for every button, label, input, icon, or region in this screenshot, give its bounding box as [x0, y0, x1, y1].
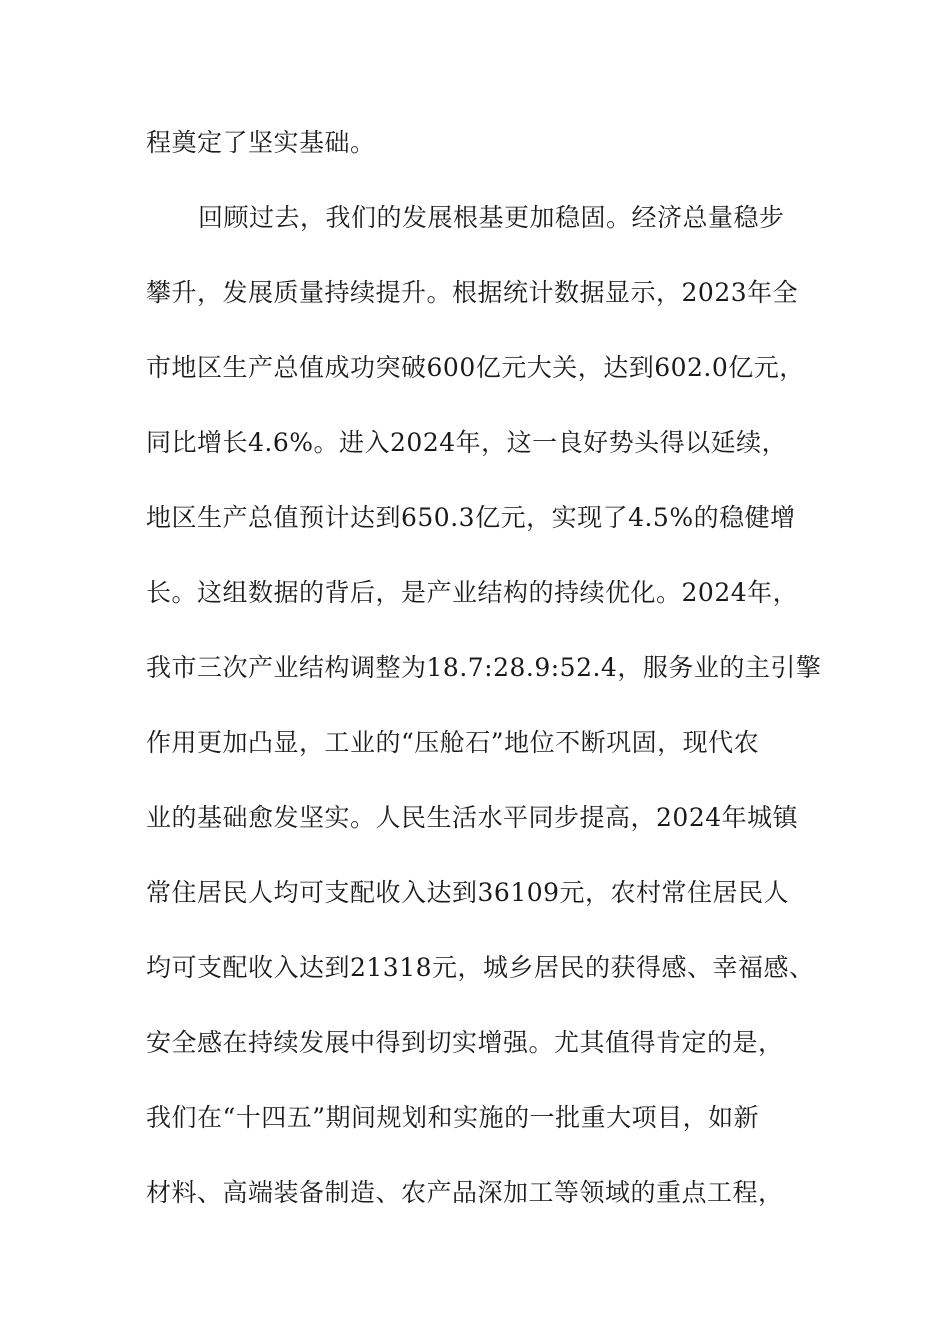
- text-line: 程奠定了坚实基础。: [146, 128, 376, 157]
- text-line: 地区生产总值预计达到650.3亿元，实现了4.5%的稳健增: [146, 503, 796, 532]
- text-line: 同比增长4.6%。进入2024年，这一良好势头得以延续，: [146, 428, 788, 457]
- text-line: 材料、高端装备制造、农产品深加工等领域的重点工程，: [146, 1178, 784, 1207]
- text-line: 我市三次产业结构调整为18.7:28.9:52.4，服务业的主引擎: [146, 653, 822, 682]
- text-line: 长。这组数据的背后，是产业结构的持续优化。2024年，: [146, 578, 799, 607]
- text-line: 业的基础愈发坚实。人民生活水平同步提高，2024年城镇: [146, 803, 799, 832]
- paragraph-first-line: 回顾过去，我们的发展根基更加稳固。经济总量稳步: [198, 203, 785, 232]
- text-line: 攀升，发展质量持续提升。根据统计数据显示，2023年全: [146, 278, 799, 307]
- text-line: 安全感在持续发展中得到切实增强。尤其值得肯定的是，: [146, 1028, 784, 1057]
- text-line: 常住居民人均可支配收入达到36109元，农村常住居民人: [146, 878, 790, 907]
- text-line: 我们在“十四五”期间规划和实施的一批重大项目，如新: [146, 1103, 760, 1132]
- text-line: 市地区生产总值成功突破600亿元大关，达到602.0亿元，: [146, 353, 805, 382]
- text-line: 均可支配收入达到21318元，城乡居民的获得感、幸福感、: [146, 953, 815, 982]
- text-line: 作用更加凸显，工业的“压舱石”地位不断巩固，现代农: [146, 728, 760, 757]
